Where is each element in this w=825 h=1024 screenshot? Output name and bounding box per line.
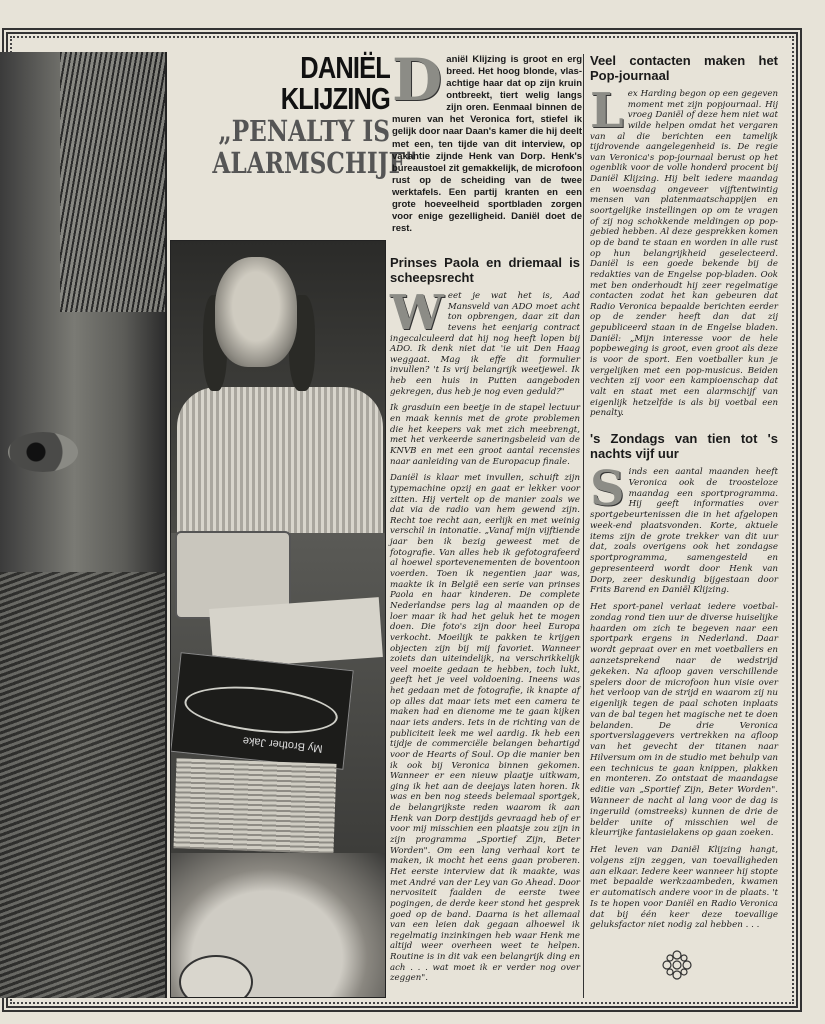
ornament-flower-icon — [660, 948, 694, 982]
section3-paragraph: Het leven van Daniël Klijzing hangt, volgens zijn zeggen, van toevalligheden aan elkaar. Iedere keer wanneer hij stopte met bepaalde werkzaambeden, kwamen er automatisch andere voor in de plaats. 't Is te hopen voor Daniël en Radio Veronica dat bij één keer deze toevallige geluksfactor niet nodig zal hebben . . . — [590, 845, 778, 931]
headline-name-1: DANIËL — [300, 50, 390, 85]
section2-heading: Veel contacten maken het Pop-journaal — [590, 53, 778, 83]
section3-paragraph: Het sport-panel verlaat iedere voetbal-zondag rond tien uur de diverse huiselijke haarden om zich te begeven naar een sportpark ergens in Nederland. Daar wordt gepraat over en met voetballers en aanzetsprekend naar de wedstrijd gekeken. Na afloop gaven verschillende spelers door de microfoon hun visie over het verloop van de strijd en waarom zij nu eigenlijk tegen de paal schoten inplaats van de bal tegen het magische net te doen belanden. De drie Veronica sportverslaggevers vertrekken na afloop van het gevecht der titanen naar Hilversum om in de studio met behulp van een technicus te gaan knippen, plakken en monteren. Zo ontstaat de maandagse editie van „Sportief Zijn, Beter Worden". Wanneer de nacht al lang voor de dag is ingeruild (omstreeks) kunnen de drie de belder unite of misschien wel de kleurrijke fantasielakens op gaan zoeken. — [590, 602, 778, 839]
section2-dropcap: L — [590, 83, 624, 139]
section1-dropcap: W — [390, 285, 444, 341]
intro-text: aniël Klijzing is groot en erg breed. Het hoog blonde, vlas-achtige haar dat op zijn kruin ontbreekt, tiert welig langs zijn oren. Eenmaal binnen de muren van het Veronica fort, stiefel ik gelijk door naar Daan's kamer die hij deelt met een, ten tijde van dit interview, op vakantie zijnde Henk van Dorp. Henk's bureaustoel zit gemakkelijk, de microfoon rust op de scheiding van de twee werktafels. Een partij kranten en een grote hoeveelheid sportbladen zorgen voor enige gezelligheid. Daniël doet de rest. — [392, 54, 582, 235]
striped-shirt — [177, 387, 383, 537]
headline-block — [168, 50, 418, 180]
newspapers — [173, 758, 336, 854]
typewriter-portrait-photo — [170, 240, 386, 998]
headline-name-2: KLIJZING — [280, 81, 390, 116]
eye — [8, 432, 78, 472]
intro-dropcap: D — [392, 46, 443, 114]
hair-texture — [60, 52, 167, 312]
beard-texture — [0, 572, 165, 998]
section3-heading: 's Zondags van tien tot 's nachts vijf uur — [590, 431, 778, 461]
section1-paragraph: Weet je wat het is, Aad Mansveld van ADO moet acht ton opbrengen, daar zit dan tevens het eenjarig contract ingecalculeerd dat hij nog heeft lopen bij ADO. Ik denk niet dat 'ie uit Den Haag weggaat. Mag ik effe dit formulier invullen? 't Is vrij belangrijk weetjewel. Ik heb een huis in Putten aangeboden gekregen, dus heb je nog even geduld?" — [390, 285, 580, 397]
column-divider — [583, 54, 584, 998]
section1-paragraph: Ik grasduin een beetje in de stapel lectuur en maak kennis met de grote problemen die het keepers vak met zich meebrengt, met het verkeerde saneringsbeleid van de KNVB en met een groot aantal recensies naar aanleiding van de Europacup finale. — [390, 403, 580, 467]
section2-column — [590, 54, 778, 425]
record-sleeve — [170, 652, 353, 770]
section1-paragraph: Daniël is klaar met invullen, schuift zijn typemachine opzij en gaat er lekker voor zitten. Hij vertelt op de manier zoals we dat via de radio van hem gewend zijn. Recht toe recht aan, eerlijk en met weinig verschil in intonatie. „Vanaf mijn vijftiende jaar ben ik bezig geweest met de fotografie. Van alles heb ik gefotografeerd al hoewel sportevenementen de boventoon voerden. Toen ik negentien jaar was, maakte ik in België een serie van prinses Paola en haar kinderen. De complete Nederlandse pers lag al maanden op de loer maar ik had het geluk het te mogen doen. Die foto's zijn door heel Europa verkocht. Moeilijk te pakken te krijgen objecten zijn bij mij favoriet. Wanneer zoiets dan uiteindelijk, na verschrikkelijk veel moeite gedaan te hebben, toch lukt, geeft het je veel voldoening. Ineens was het gedaan met de fotografie, ik knapte af op alles dat maar iets met een camera te maken had en dienome me te gaan kijken naar iets anders. Iets in de richting van de publiciteit leek me wel aardig. Ik heb een tijdje de commerciële belangen behartigd voor de Hearts of Soul. Op die manier ben ik ook bij Veronica binnen gekomen. Wanneer er een nieuw plaatje uitkwam, ging ik het aan de deejays laten horen. Ik was en ben nog steeds belemaal sportgek, de belangrijkste reden waarom ik aan Henk van Dorp destijds gevraagd heb of er voor mij misschien een plaatsje zou zijn in zijn programma „Sportief Zijn, Beter Worden". Om een lang verhaal kort te maken, ik mocht het eens gaan proberen. Het eerste interview dat ik maakte, was met André van der Ley van Go Ahead. Door nervositeit faalden de eerste twee pogingen, de derde keer stond het gesprek goed op de band. Daarna is het allemaal van een leien dak gegaan alhoewel ik regelmatig inzinkingen heb waar Henk me altijd weer overheen weet te helpen. Routine is in dit vak een belangrijk ding en ach . . . wat moet ik er verder nog over zeggen". — [390, 473, 580, 984]
intro-paragraph — [392, 46, 582, 235]
record-label — [182, 680, 340, 740]
headline-quote-2: ALARMSCHIJF" — [212, 146, 418, 180]
record-title: My Brother Jake — [242, 734, 324, 755]
section3-paragraph: Sinds een aantal maanden heeft Veronica ook de troosteloze maandag een sportprogramma. Hij geeft informaties over sportgebeurtenissen die in het afgelopen week-end plaatsvonden. Korte, aktuele items zijn de grote trekker van dit uur dat, zoals overigens ook het zondagse sportprogramma, samengesteld en gepresenteerd wordt door Henk van Dorp, zeer deskundig bijgestaan door Frits Barend en Daniël Klijzing. — [590, 461, 778, 596]
section1-column — [390, 256, 580, 990]
section3-dropcap: S — [590, 461, 625, 517]
section1-heading: Prinses Paola en driemaal is scheepsrecht — [390, 255, 580, 285]
headline-quote-1: „PENALTY IS — [218, 114, 390, 148]
section3-column — [590, 432, 778, 937]
head — [215, 257, 297, 367]
closeup-portrait-photo — [0, 52, 167, 998]
section2-paragraph: Lex Harding begon op een gegeven moment met zijn popjournaal. Hij vroeg Daniël of deze hem niet wat wilde helpen omdat het vergaren van al die berichten een tamelijk tijdrovende aangelegenheid is. De regie van Veronica's pop-journaal berust op het ogenblik voor de volle honderd procent bij Daniël Klijzing. Hij belt iedere maandag en woensdag ongeveer vijftentwintig mensen van platenmaatschappijen en soortgelijke instellingen op om te vragen of zij nog schokkende meldingen op pop-gebied hebben. Al deze gesprekken komen op de band te staan en worden in alle rust op hun belangrijkheid geselecteerd. Daniël is een goede bekende bij de redakties van de Engelse pop-bladen. Ook met ben onderhoudt hij zeer regelmatige contacten zodat het kan gebeuren dat Radio Veronica bepaalde berichten eerder op de zender heeft dan dat zij gepubliceerd staan in de Engelse bladen. Daniël: „Mijn interesse voor de hele popbeweging is groot, even groot als deze is voor de sport. Een voetballer kun je vergelijken met een pop-musicus. Beiden vechten zij voor een kampioenschap dat valt en staat met een alarmschijf van eigenlijk hetzelfde is als bij voetbal een penalty. — [590, 83, 778, 419]
